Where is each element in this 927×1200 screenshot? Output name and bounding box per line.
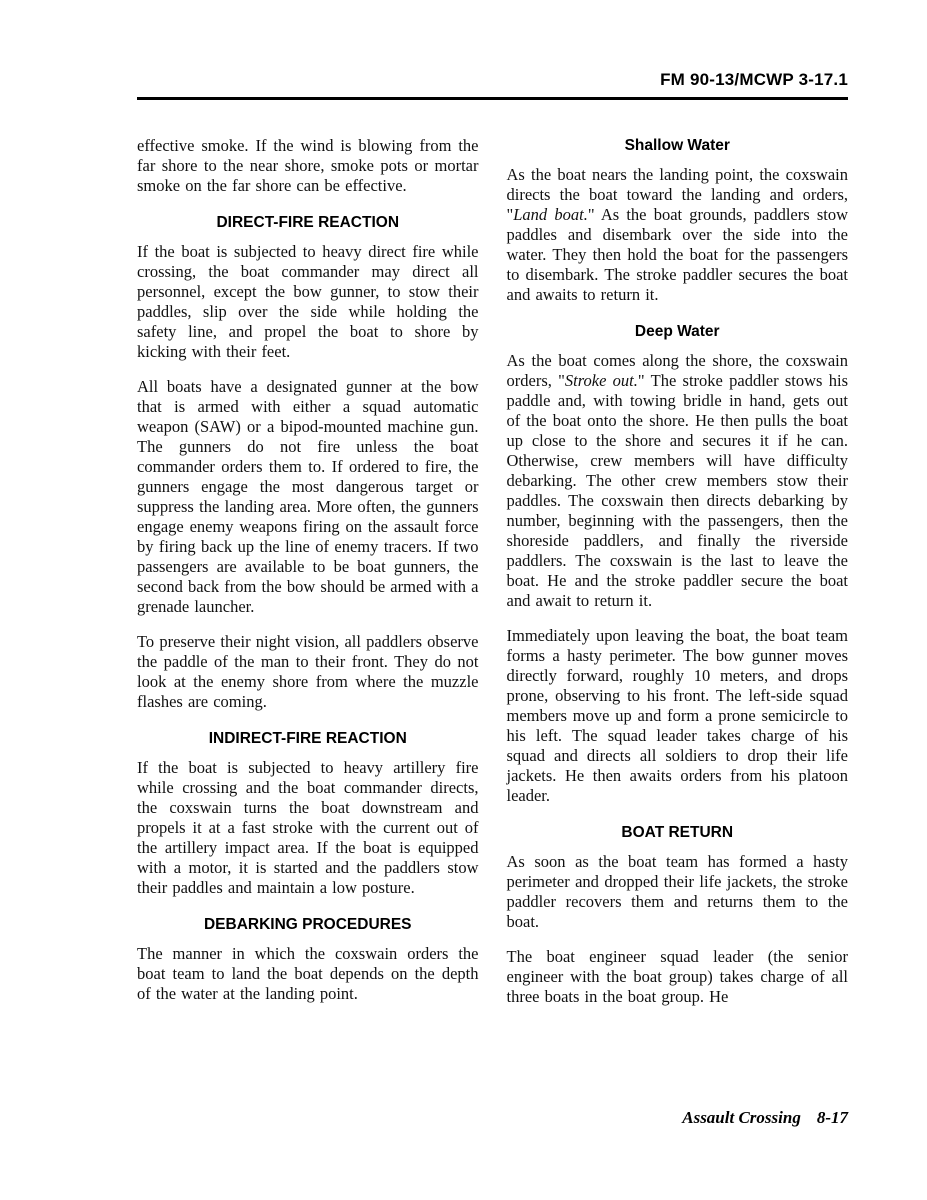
header-rule: [137, 97, 848, 100]
footer-chapter-title: Assault Crossing: [682, 1108, 801, 1127]
section-heading-direct-fire-reaction: DIRECT-FIRE REACTION: [216, 214, 400, 231]
section-heading-shallow-water: Shallow Water: [624, 137, 730, 154]
left-column: [137, 136, 479, 1022]
document-id: FM 90-13/MCWP 3-17.1: [660, 70, 848, 89]
page-footer: [682, 1108, 848, 1128]
footer-page-number: 8-17: [816, 1108, 848, 1127]
page-body: [137, 136, 848, 1022]
paragraph-direct-fire-1: If the boat is subjected to heavy direct fire while crossing, the boat commander may direct all personnel, except the bow gunner, to stow their paddles, slip over the side while holding the safety line, and propel the boat to shore by kicking with their feet.: [137, 242, 479, 361]
paragraph-smoke-intro: effective smoke. If the wind is blowing from the far shore to the near shore, smoke pots or mortar smoke on the far shore can be effective.: [137, 136, 479, 195]
right-column: [507, 136, 849, 1022]
page-header: [137, 70, 848, 100]
section-heading-indirect-fire-reaction: INDIRECT-FIRE REACTION: [208, 730, 407, 747]
paragraph-boat-return-2: The boat engineer squad leader (the senior engineer with the boat group) takes charge of all three boats in the boat group. He: [506, 947, 848, 1006]
paragraph-direct-fire-3: To preserve their night vision, all paddlers observe the paddle of the man to their front. They do not look at the enemy shore from where the muzzle flashes are coming.: [137, 632, 479, 711]
paragraph-shallow-water-1: As the boat nears the landing point, the coxswain directs the boat toward the landing and orders, "Land boat." As the boat grounds, paddlers stow paddles and disembark over the side into the water. They then hold the boat for the passengers to disembark. The stroke paddler secures the boat and awaits to return it.: [506, 165, 848, 304]
paragraph-boat-return-1: As soon as the boat team has formed a hasty perimeter and dropped their life jackets, the stroke paddler recovers them and returns them to the boat.: [506, 852, 848, 931]
paragraph-deep-water-1: As the boat comes along the shore, the coxswain orders, "Stroke out." The stroke paddler stows his paddle and, with towing bridle in hand, gets out of the boat onto the shore. He then pulls the boat up close to the shore and secures it if he can. Otherwise, crew members will have difficulty debarking. The other crew members stow their paddles. The coxswain then directs debarking by number, beginning with the passengers, then the shoreside paddlers, and finally the riverside paddlers. The coxswain is the last to leave the boat. He and the stroke paddler secure the boat and await to return it.: [506, 351, 848, 610]
paragraph-debarking-1: The manner in which the coxswain orders the boat team to land the boat depends on the depth of the water at the landing point.: [137, 944, 479, 1003]
paragraph-direct-fire-2: All boats have a designated gunner at the bow that is armed with either a squad automatic weapon (SAW) or a bipod-mounted machine gun. The gunners do not fire unless the boat commander orders them to. If ordered to fire, the gunners engage the most dangerous target or suppress the landing area. More often, the gunners engage enemy weapons firing on the assault force by firing back up the line of enemy tracers. If two passengers are available to be boat gunners, the second back from the bow should be armed with a grenade launcher.: [137, 377, 479, 616]
paragraph-deep-water-2: Immediately upon leaving the boat, the boat team forms a hasty perimeter. The bow gunner moves directly forward, roughly 10 meters, and drops prone, observing to his front. The left-side squad members move up and form a prone semicircle to his left. The squad leader takes charge of his squad and directs all soldiers to drop their life jackets. He then awaits orders from his platoon leader.: [506, 626, 848, 805]
section-heading-boat-return: BOAT RETURN: [621, 824, 734, 841]
paragraph-indirect-fire-1: If the boat is subjected to heavy artillery fire while crossing and the boat commander directs, the coxswain turns the boat downstream and propels it at a fast stroke with the current out of the artillery impact area. If the boat is equipped with a motor, it is started and the paddlers stow their paddles and maintain a low posture.: [137, 758, 479, 897]
section-heading-deep-water: Deep Water: [634, 323, 720, 340]
section-heading-debarking-procedures: DEBARKING PROCEDURES: [203, 916, 412, 933]
